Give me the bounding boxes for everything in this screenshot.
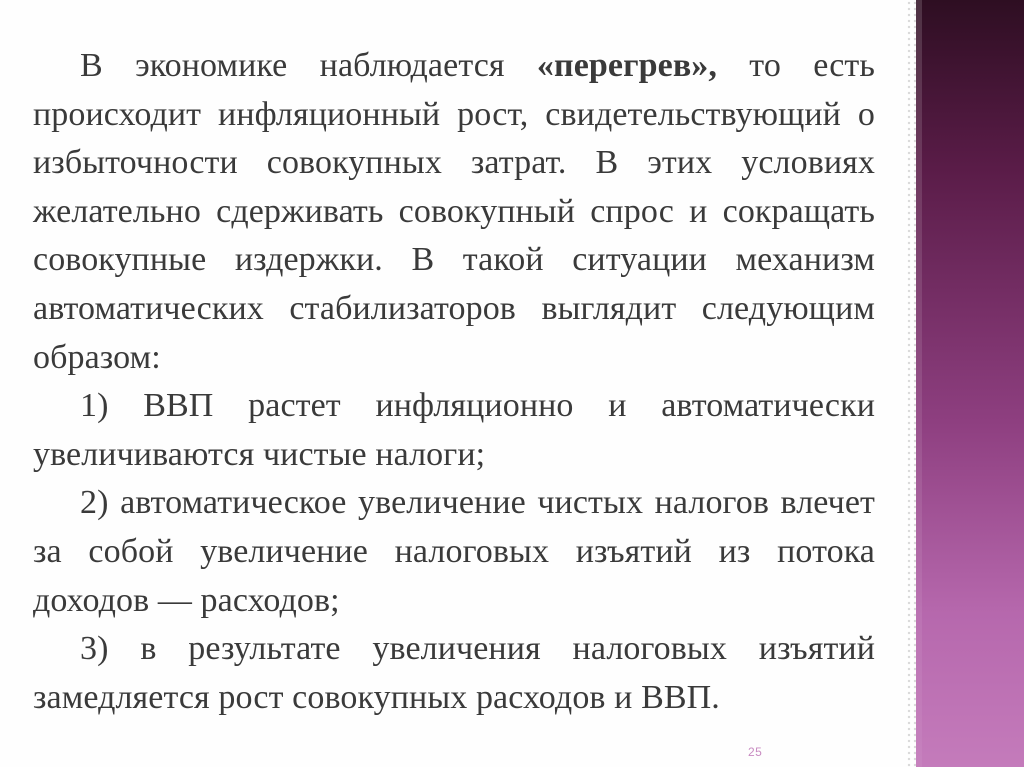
intro-text-bold: «перегрев», xyxy=(536,47,718,84)
page-number: 25 xyxy=(748,745,763,759)
intro-text-before: В экономике наблюдается xyxy=(80,47,537,84)
list-item-2: 2) автоматическое увеличение чистых налогов влечет за собой увеличение налоговых изъятий из потока доходов — расходов; xyxy=(33,484,875,619)
purple-side-band xyxy=(916,0,1024,767)
intro-paragraph xyxy=(33,42,875,382)
list-item-3: 3) в результате увеличения налоговых изъятий замедляется рост совокупных расходов и ВВП. xyxy=(33,630,875,716)
intro-text-after: то есть происходит инфляционный рост, свидетельствующий о избыточности совокупных затрат. В этих условиях желательно сдерживать совокупный спрос и сокращать совокупные издержки. В такой ситуации механизм автоматических стабилизаторов выглядит следующим образом: xyxy=(33,47,875,376)
list-item-1: 1) ВВП растет инфляционно и автоматически увеличиваются чистые налоги; xyxy=(33,387,875,473)
slide-text-block xyxy=(33,42,875,722)
dotted-separator xyxy=(906,0,916,767)
